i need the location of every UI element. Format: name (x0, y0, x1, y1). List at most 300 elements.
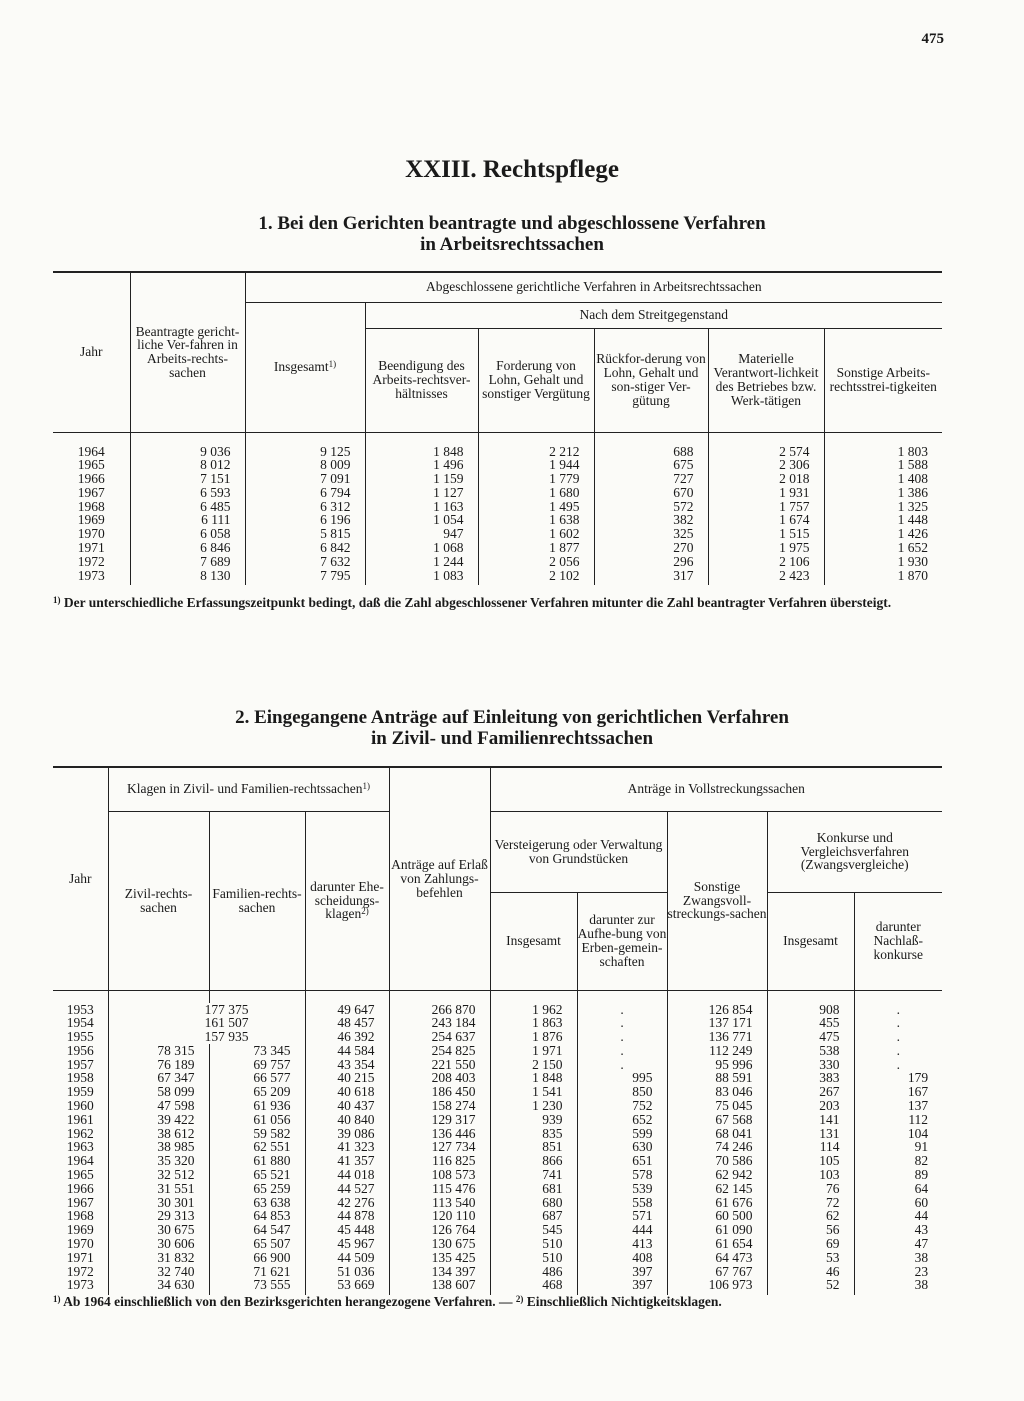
value-cell: 76 189 (108, 1058, 209, 1072)
value-cell: 66 577 (209, 1071, 305, 1085)
value-cell: 203 (767, 1099, 854, 1113)
table-row (53, 1127, 942, 1141)
value-cell: 8 009 (245, 458, 365, 472)
value-cell: 6 794 (245, 486, 365, 500)
value-cell: 52 (767, 1278, 854, 1295)
value-cell: 32 512 (108, 1168, 209, 1182)
value-cell: 651 (577, 1154, 667, 1168)
value-cell: 2 150 (490, 1058, 577, 1072)
value-cell: 752 (577, 1099, 667, 1113)
arbeitsrecht-table (53, 271, 942, 585)
col2-familien: Familien-rechts-sachen (209, 811, 305, 990)
value-cell: 75 045 (667, 1099, 767, 1113)
spacer-cell (53, 990, 108, 1003)
col2-konkurse: Konkurse und Vergleichsverfahren (Zwangsvergleiche) (767, 811, 942, 892)
value-cell: 51 036 (305, 1265, 389, 1279)
col2-zivil: Zivil-rechts-sachen (108, 811, 209, 990)
value-cell: 2 212 (478, 445, 594, 459)
col2-vers-erben: darunter zur Aufhe-bung von Erben-gemein-schaften (577, 892, 667, 990)
value-cell: 1 386 (824, 486, 942, 500)
value-cell: 2 102 (478, 569, 594, 586)
value-cell: 444 (577, 1223, 667, 1237)
value-cell: 1 944 (478, 458, 594, 472)
col2-vollstreckung: Anträge in Vollstreckungssachen (490, 767, 942, 811)
value-cell: 1 159 (365, 472, 478, 486)
value-cell: 177 375 (108, 1003, 305, 1017)
value-cell: 468 (490, 1278, 577, 1295)
value-cell: 1 496 (365, 458, 478, 472)
value-cell: 126 854 (667, 1003, 767, 1017)
year-cell: 1966 (77, 471, 105, 487)
value-cell: 397 (577, 1278, 667, 1295)
value-cell: 7 795 (245, 569, 365, 586)
col2-vers-insgesamt: Insgesamt (490, 892, 577, 990)
value-cell: 61 090 (667, 1223, 767, 1237)
footnote-ref-2a: 1) (362, 781, 370, 792)
value-cell: 70 586 (667, 1154, 767, 1168)
value-cell: 62 551 (209, 1140, 305, 1154)
value-cell: 1 588 (824, 458, 942, 472)
table-row (53, 458, 942, 472)
table-row (53, 555, 942, 569)
value-cell: 67 568 (667, 1113, 767, 1127)
section1-title-line2: in Arbeitsrechtssachen (420, 234, 604, 255)
table-spacer (53, 432, 942, 445)
value-cell: 130 675 (389, 1237, 490, 1251)
value-cell: 186 450 (389, 1085, 490, 1099)
value-cell: 1 230 (490, 1099, 577, 1113)
value-cell: 34 630 (108, 1278, 209, 1295)
value-cell: 56 (767, 1223, 854, 1237)
value-cell: 60 500 (667, 1209, 767, 1223)
value-cell: 65 209 (209, 1085, 305, 1099)
value-cell: 38 985 (108, 1140, 209, 1154)
value-cell: 254 825 (389, 1044, 490, 1058)
value-cell: 129 317 (389, 1113, 490, 1127)
table-row (53, 1085, 942, 1099)
spacer-cell (490, 990, 577, 1003)
value-cell: 71 621 (209, 1265, 305, 1279)
table-row (53, 486, 942, 500)
value-cell: 383 (767, 1071, 854, 1085)
value-cell: 6 846 (130, 541, 245, 555)
value-cell: 558 (577, 1196, 667, 1210)
value-cell: 317 (594, 569, 708, 586)
spacer-cell (130, 432, 245, 445)
col2-versteigerung: Versteigerung oder Verwaltung von Grundstücken (490, 811, 667, 892)
value-cell: 47 598 (108, 1099, 209, 1113)
year-cell: 1969 (77, 512, 105, 528)
value-cell: . (854, 1003, 942, 1017)
value-cell: 135 425 (389, 1251, 490, 1265)
value-cell: 46 392 (305, 1030, 389, 1044)
value-cell: . (577, 1016, 667, 1030)
value-cell: 43 (854, 1223, 942, 1237)
value-cell: 40 215 (305, 1071, 389, 1085)
value-cell: 1 931 (708, 486, 824, 500)
value-cell: 1 638 (478, 513, 594, 527)
zivilrecht-table-body (53, 990, 942, 1295)
col2-konk-nachlass: darunter Nachlaß-konkurse (854, 892, 942, 990)
table-row (53, 1154, 942, 1168)
value-cell: 1 068 (365, 541, 478, 555)
value-cell: 48 457 (305, 1016, 389, 1030)
year-cell: 1967 (77, 484, 105, 500)
table-row (53, 1071, 942, 1085)
section1-title (0, 213, 1024, 255)
footnote-2-text2: Einschließlich Nichtigkeitsklagen. (523, 1294, 722, 1309)
value-cell: 31 551 (108, 1182, 209, 1196)
year-cell: 1957 (66, 1056, 94, 1072)
value-cell: 69 (767, 1237, 854, 1251)
value-cell: 851 (490, 1140, 577, 1154)
spacer-cell (478, 432, 594, 445)
value-cell: 2 018 (708, 472, 824, 486)
table-row (53, 1113, 942, 1127)
value-cell: 7 151 (130, 472, 245, 486)
value-cell: 46 (767, 1265, 854, 1279)
value-cell: 6 058 (130, 527, 245, 541)
value-cell: 1 757 (708, 500, 824, 514)
footnote-1 (53, 595, 943, 611)
value-cell: 835 (490, 1127, 577, 1141)
value-cell: . (854, 1058, 942, 1072)
value-cell: 67 347 (108, 1071, 209, 1085)
year-cell: 1965 (77, 457, 105, 473)
value-cell: 6 312 (245, 500, 365, 514)
value-cell: 1 408 (824, 472, 942, 486)
value-cell: 208 403 (389, 1071, 490, 1085)
value-cell: 59 582 (209, 1127, 305, 1141)
table-row (53, 569, 942, 586)
value-cell: 1 674 (708, 513, 824, 527)
year-cell: 1964 (77, 443, 105, 459)
value-cell: 131 (767, 1127, 854, 1141)
year-cell: 1973 (66, 1277, 94, 1293)
value-cell: 106 973 (667, 1278, 767, 1295)
value-cell: 2 106 (708, 555, 824, 569)
value-cell: 5 815 (245, 527, 365, 541)
year-cell: 1961 (66, 1111, 94, 1127)
value-cell: 571 (577, 1209, 667, 1223)
chapter-title: XXIII. Rechtspflege (405, 156, 619, 183)
value-cell: 64 547 (209, 1223, 305, 1237)
value-cell: 995 (577, 1071, 667, 1085)
table-row (53, 527, 942, 541)
section2-title-line2: in Zivil- und Familienrechtssachen (370, 728, 654, 749)
value-cell: 7 689 (130, 555, 245, 569)
table-row (53, 1209, 942, 1223)
value-cell: 69 757 (209, 1058, 305, 1072)
value-cell: 8 130 (130, 569, 245, 586)
value-cell: 1 244 (365, 555, 478, 569)
value-cell: 2 306 (708, 458, 824, 472)
table-row (53, 1003, 942, 1017)
value-cell: 599 (577, 1127, 667, 1141)
value-cell: 62 145 (667, 1182, 767, 1196)
value-cell: 64 473 (667, 1251, 767, 1265)
value-cell: 1 877 (478, 541, 594, 555)
footnote-ref-2b: 2) (361, 906, 369, 917)
value-cell: 82 (854, 1154, 942, 1168)
footnote-1-text: Der unterschiedliche Erfassungszeitpunkt bedingt, daß die Zahl abgeschlossener Verfahren mitunter die Zahl beantragter Verfahren übersteigt. (60, 595, 892, 610)
value-cell: 44 509 (305, 1251, 389, 1265)
table-row (53, 1223, 942, 1237)
table-row (53, 1278, 942, 1295)
value-cell: 1 448 (824, 513, 942, 527)
col-beantragte: Beantragte gericht-liche Ver-fahren in Arbeits-rechts-sachen (130, 272, 245, 432)
value-cell: 95 996 (667, 1058, 767, 1072)
value-cell: 630 (577, 1140, 667, 1154)
value-cell: 486 (490, 1265, 577, 1279)
value-cell: . (577, 1003, 667, 1017)
value-cell: 104 (854, 1127, 942, 1141)
value-cell: 6 196 (245, 513, 365, 527)
year-cell: 1963 (66, 1139, 94, 1155)
spacer-cell (854, 990, 942, 1003)
value-cell: 41 323 (305, 1140, 389, 1154)
col-beendigung: Beendigung des Arbeits-rechtsver-hältnisses (365, 328, 478, 432)
value-cell: 115 476 (389, 1182, 490, 1196)
value-cell: 60 (854, 1196, 942, 1210)
col-materielle: Materielle Verantwort-lichkeit des Betriebes bzw. Werk-tätigen (708, 328, 824, 432)
col2-sonstige: Sonstige Zwangsvoll-streckungs-sachen (667, 811, 767, 990)
value-cell: 112 249 (667, 1044, 767, 1058)
year-cell: 1959 (66, 1084, 94, 1100)
year-cell: 1973 (77, 567, 105, 583)
spacer-cell (594, 432, 708, 445)
value-cell: 76 (767, 1182, 854, 1196)
value-cell: 6 593 (130, 486, 245, 500)
value-cell: 267 (767, 1085, 854, 1099)
value-cell: 947 (365, 527, 478, 541)
value-cell: 66 900 (209, 1251, 305, 1265)
value-cell: 1 962 (490, 1003, 577, 1017)
value-cell: 1 876 (490, 1030, 577, 1044)
spacer-cell (577, 990, 667, 1003)
value-cell: 31 832 (108, 1251, 209, 1265)
value-cell: 58 099 (108, 1085, 209, 1099)
spacer-cell (708, 432, 824, 445)
value-cell: 382 (594, 513, 708, 527)
table-row (53, 1196, 942, 1210)
value-cell: 850 (577, 1085, 667, 1099)
value-cell: 53 (767, 1251, 854, 1265)
value-cell: 1 054 (365, 513, 478, 527)
value-cell: 1 779 (478, 472, 594, 486)
value-cell: 29 313 (108, 1209, 209, 1223)
section2-title (0, 707, 1024, 749)
col-rueckforderung: Rückfor-derung von Lohn, Gehalt und son-stiger Ver-gütung (594, 328, 708, 432)
value-cell: 49 647 (305, 1003, 389, 1017)
year-cell: 1969 (66, 1222, 94, 1238)
year-cell: 1967 (66, 1194, 94, 1210)
year-cell: 1962 (66, 1125, 94, 1141)
value-cell: 113 540 (389, 1196, 490, 1210)
value-cell: 39 422 (108, 1113, 209, 1127)
value-cell: 127 734 (389, 1140, 490, 1154)
year-cell: 1965 (66, 1167, 94, 1183)
year-cell: 1964 (66, 1153, 94, 1169)
value-cell: 40 437 (305, 1099, 389, 1113)
year-cell: 1972 (66, 1263, 94, 1279)
value-cell: 578 (577, 1168, 667, 1182)
value-cell: 1 803 (824, 445, 942, 459)
col-sonstige: Sonstige Arbeits-rechtsstrei-tigkeiten (824, 328, 942, 432)
year-cell: 1972 (77, 553, 105, 569)
value-cell: 270 (594, 541, 708, 555)
value-cell: 138 607 (389, 1278, 490, 1295)
spacer-cell (108, 990, 209, 1003)
footnote-ref-1: 1) (328, 359, 337, 370)
value-cell: 112 (854, 1113, 942, 1127)
spacer-cell (389, 990, 490, 1003)
value-cell: 39 086 (305, 1127, 389, 1141)
spacer-cell (305, 990, 389, 1003)
value-cell: 9 036 (130, 445, 245, 459)
value-cell: 1 602 (478, 527, 594, 541)
value-cell: 1 083 (365, 569, 478, 586)
spacer-cell (824, 432, 942, 445)
value-cell: 1 848 (490, 1071, 577, 1085)
value-cell: 61 880 (209, 1154, 305, 1168)
value-cell: 67 767 (667, 1265, 767, 1279)
value-cell: 325 (594, 527, 708, 541)
value-cell: 510 (490, 1237, 577, 1251)
table-row (53, 1251, 942, 1265)
value-cell: 1 325 (824, 500, 942, 514)
value-cell: 41 357 (305, 1154, 389, 1168)
footnote-1-mark: 1) (53, 595, 61, 605)
value-cell: 136 771 (667, 1030, 767, 1044)
year-cell: 1958 (66, 1070, 94, 1086)
value-cell: . (577, 1030, 667, 1044)
value-cell: 61 654 (667, 1237, 767, 1251)
col2-jahr: Jahr (53, 767, 108, 990)
table-row (53, 541, 942, 555)
value-cell: 866 (490, 1154, 577, 1168)
spacer-cell (767, 990, 854, 1003)
value-cell: 741 (490, 1168, 577, 1182)
value-cell: 136 446 (389, 1127, 490, 1141)
value-cell: 1 426 (824, 527, 942, 541)
value-cell: 1 541 (490, 1085, 577, 1099)
table-row (53, 445, 942, 459)
value-cell: 2 574 (708, 445, 824, 459)
footnote-2-mark2: 2) (515, 1294, 524, 1304)
value-cell: 53 669 (305, 1278, 389, 1295)
value-cell: 680 (490, 1196, 577, 1210)
table-row (53, 1265, 942, 1279)
footnote-2-mark1: 1) (53, 1294, 61, 1304)
zivilrecht-table (53, 766, 942, 1295)
value-cell: 908 (767, 1003, 854, 1017)
value-cell: 254 637 (389, 1030, 490, 1044)
col2-klagen (108, 767, 389, 811)
value-cell: 652 (577, 1113, 667, 1127)
year-cell: 1971 (77, 540, 105, 556)
value-cell: 9 125 (245, 445, 365, 459)
value-cell: 74 246 (667, 1140, 767, 1154)
value-cell: 1 975 (708, 541, 824, 555)
value-cell: 64 (854, 1182, 942, 1196)
value-cell: 681 (490, 1182, 577, 1196)
value-cell: 65 507 (209, 1237, 305, 1251)
value-cell: 23 (854, 1265, 942, 1279)
value-cell: 1 495 (478, 500, 594, 514)
value-cell: 939 (490, 1113, 577, 1127)
value-cell: 43 354 (305, 1058, 389, 1072)
value-cell: 108 573 (389, 1168, 490, 1182)
value-cell: . (854, 1030, 942, 1044)
year-cell: 1956 (66, 1042, 94, 1058)
value-cell: 1 870 (824, 569, 942, 586)
value-cell: 158 274 (389, 1099, 490, 1113)
value-cell: 38 612 (108, 1127, 209, 1141)
value-cell: 688 (594, 445, 708, 459)
table-row (53, 472, 942, 486)
footnote-2 (53, 1294, 943, 1310)
col2-ehe-label: darunter Ehe-scheidungs-klagen (310, 878, 384, 922)
value-cell: 44 878 (305, 1209, 389, 1223)
value-cell: 6 111 (130, 513, 245, 527)
value-cell: 30 301 (108, 1196, 209, 1210)
value-cell: 38 (854, 1251, 942, 1265)
value-cell: . (577, 1058, 667, 1072)
value-cell: 296 (594, 555, 708, 569)
value-cell: 1 848 (365, 445, 478, 459)
value-cell: 137 171 (667, 1016, 767, 1030)
table-row (53, 1058, 942, 1072)
table-row (53, 513, 942, 527)
year-cell: 1954 (66, 1015, 94, 1031)
value-cell: 88 591 (667, 1071, 767, 1085)
year-cell: 1966 (66, 1180, 94, 1196)
year-cell: 1968 (77, 498, 105, 514)
value-cell: 62 (767, 1209, 854, 1223)
value-cell: 179 (854, 1071, 942, 1085)
year-cell: 1953 (66, 1001, 94, 1017)
value-cell: 68 041 (667, 1127, 767, 1141)
table-row (53, 1140, 942, 1154)
value-cell: 61 936 (209, 1099, 305, 1113)
value-cell: 61 056 (209, 1113, 305, 1127)
value-cell: 675 (594, 458, 708, 472)
value-cell: 1 971 (490, 1044, 577, 1058)
table-spacer (53, 990, 942, 1003)
value-cell: 45 967 (305, 1237, 389, 1251)
spacer-cell (245, 432, 365, 445)
spacer-cell (209, 990, 305, 1003)
value-cell: 8 012 (130, 458, 245, 472)
table-row (53, 1168, 942, 1182)
col2-ehe (305, 811, 389, 990)
col-abgeschlossene: Abgeschlossene gerichtliche Verfahren in Arbeitsrechtssachen (245, 272, 942, 302)
value-cell: 40 840 (305, 1113, 389, 1127)
value-cell: 134 397 (389, 1265, 490, 1279)
value-cell: 44 584 (305, 1044, 389, 1058)
col-jahr: Jahr (53, 272, 130, 432)
col-insgesamt-label: Insgesamt (273, 359, 329, 375)
value-cell: 1 127 (365, 486, 478, 500)
year-cell: 1960 (66, 1098, 94, 1114)
spacer-cell (667, 990, 767, 1003)
value-cell: 6 485 (130, 500, 245, 514)
value-cell: 114 (767, 1140, 854, 1154)
value-cell: 1 930 (824, 555, 942, 569)
value-cell: 161 507 (108, 1016, 305, 1030)
page-number: 475 (921, 31, 944, 47)
